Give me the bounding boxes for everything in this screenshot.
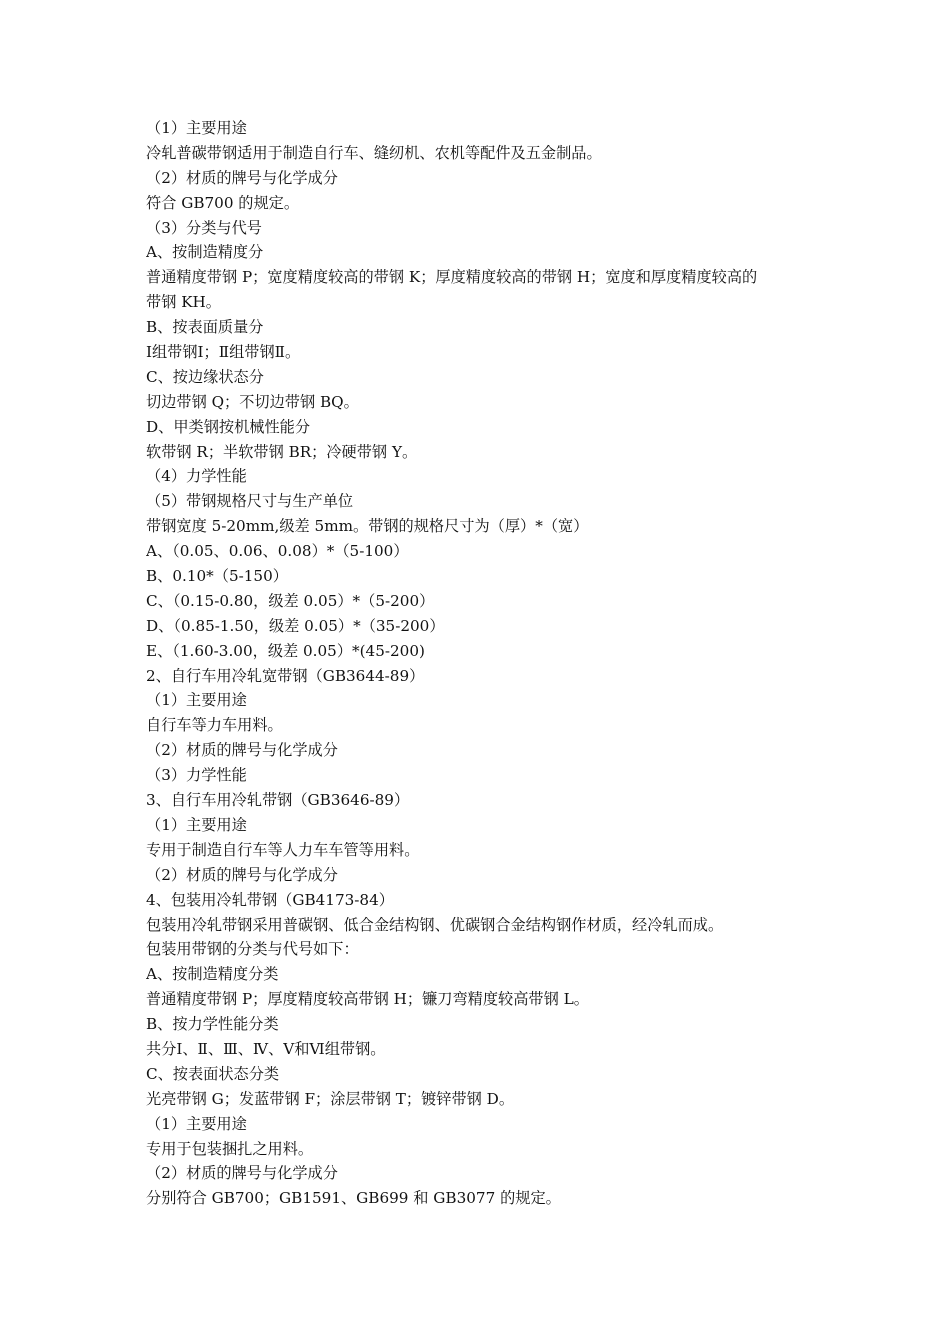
text-line: A、按制造精度分 xyxy=(146,243,264,262)
text-line: B、按表面质量分 xyxy=(146,318,264,337)
text-line: D、甲类钢按机械性能分 xyxy=(146,417,311,436)
text-line: 专用于包装捆扎之用料。 xyxy=(146,1139,314,1158)
text-line: E、（1.60-3.00，级差 0.05）*(45-200) xyxy=(146,641,425,660)
text-line: 普通精度带钢 P；厚度精度较高带钢 H；镰刀弯精度较高带钢 L。 xyxy=(146,990,589,1009)
text-line: D、（0.85-1.50，级差 0.05）*（35-200） xyxy=(146,616,445,635)
text-line: Ⅰ组带钢Ⅰ；Ⅱ组带钢Ⅱ。 xyxy=(146,343,301,362)
text-line: 共分Ⅰ、Ⅱ、Ⅲ、Ⅳ、Ⅴ和Ⅵ组带钢。 xyxy=(146,1039,386,1058)
text-line: （1）主要用途 xyxy=(146,691,247,710)
text-line: 4、包装用冷轧带钢（GB4173-84） xyxy=(146,890,394,909)
text-line: （1）主要用途 xyxy=(146,1114,247,1133)
text-line: 包装用冷轧带钢采用普碳钢、低合金结构钢、优碳钢合金结构钢作材质，经冷轧而成。 xyxy=(146,915,724,934)
text-line: 分别符合 GB700；GB1591、GB699 和 GB3077 的规定。 xyxy=(146,1189,561,1208)
text-line: 光亮带钢 G；发蓝带钢 F；涂层带钢 T；镀锌带钢 D。 xyxy=(146,1089,515,1108)
text-line: 3、自行车用冷轧带钢（GB3646-89） xyxy=(146,791,410,810)
text-line: B、按力学性能分类 xyxy=(146,1015,279,1034)
text-line: 专用于制造自行车等人力车车管等用料。 xyxy=(146,840,420,859)
text-line: B、0.10*（5-150） xyxy=(146,567,288,586)
text-line: 切边带钢 Q；不切边带钢 BQ。 xyxy=(146,392,359,411)
document-body xyxy=(146,116,826,1211)
text-line: （2）材质的牌号与化学成分 xyxy=(146,168,338,187)
text-line: C、按边缘状态分 xyxy=(146,367,264,386)
text-line: （2）材质的牌号与化学成分 xyxy=(146,741,338,760)
text-line: 带钢 KH。 xyxy=(146,293,221,312)
text-line: A、（0.05、0.06、0.08）*（5-100） xyxy=(146,542,409,561)
text-line: 普通精度带钢 P；宽度精度较高的带钢 K；厚度精度较高的带钢 H；宽度和厚度精度较高的 xyxy=(146,268,758,287)
text-line: C、按表面状态分类 xyxy=(146,1064,280,1083)
text-line: （3）分类与代号 xyxy=(146,218,262,237)
text-line: 包装用带钢的分类与代号如下： xyxy=(146,940,359,959)
text-line: 软带钢 R；半软带钢 BR；冷硬带钢 Y。 xyxy=(146,442,418,461)
text-line: （2）材质的牌号与化学成分 xyxy=(146,865,338,884)
text-line: （4）力学性能 xyxy=(146,467,247,486)
text-line: 自行车等力车用料。 xyxy=(146,716,283,735)
text-line: A、按制造精度分类 xyxy=(146,965,279,984)
text-line: 符合 GB700 的规定。 xyxy=(146,193,300,212)
text-line: （2）材质的牌号与化学成分 xyxy=(146,1164,338,1183)
text-line: （1）主要用途 xyxy=(146,815,247,834)
text-line: （5）带钢规格尺寸与生产单位 xyxy=(146,492,354,511)
text-line: C、（0.15-0.80，级差 0.05）*（5-200） xyxy=(146,591,435,610)
text-line: （3）力学性能 xyxy=(146,766,247,785)
text-line: （1）主要用途 xyxy=(146,119,247,137)
text-line: 2、自行车用冷轧宽带钢（GB3644-89） xyxy=(146,666,425,685)
text-line: 冷轧普碳带钢适用于制造自行车、缝纫机、农机等配件及五金制品。 xyxy=(146,143,602,162)
text-line: 带钢宽度 5-20mm,级差 5mm。带钢的规格尺寸为（厚）*（宽） xyxy=(146,517,589,536)
